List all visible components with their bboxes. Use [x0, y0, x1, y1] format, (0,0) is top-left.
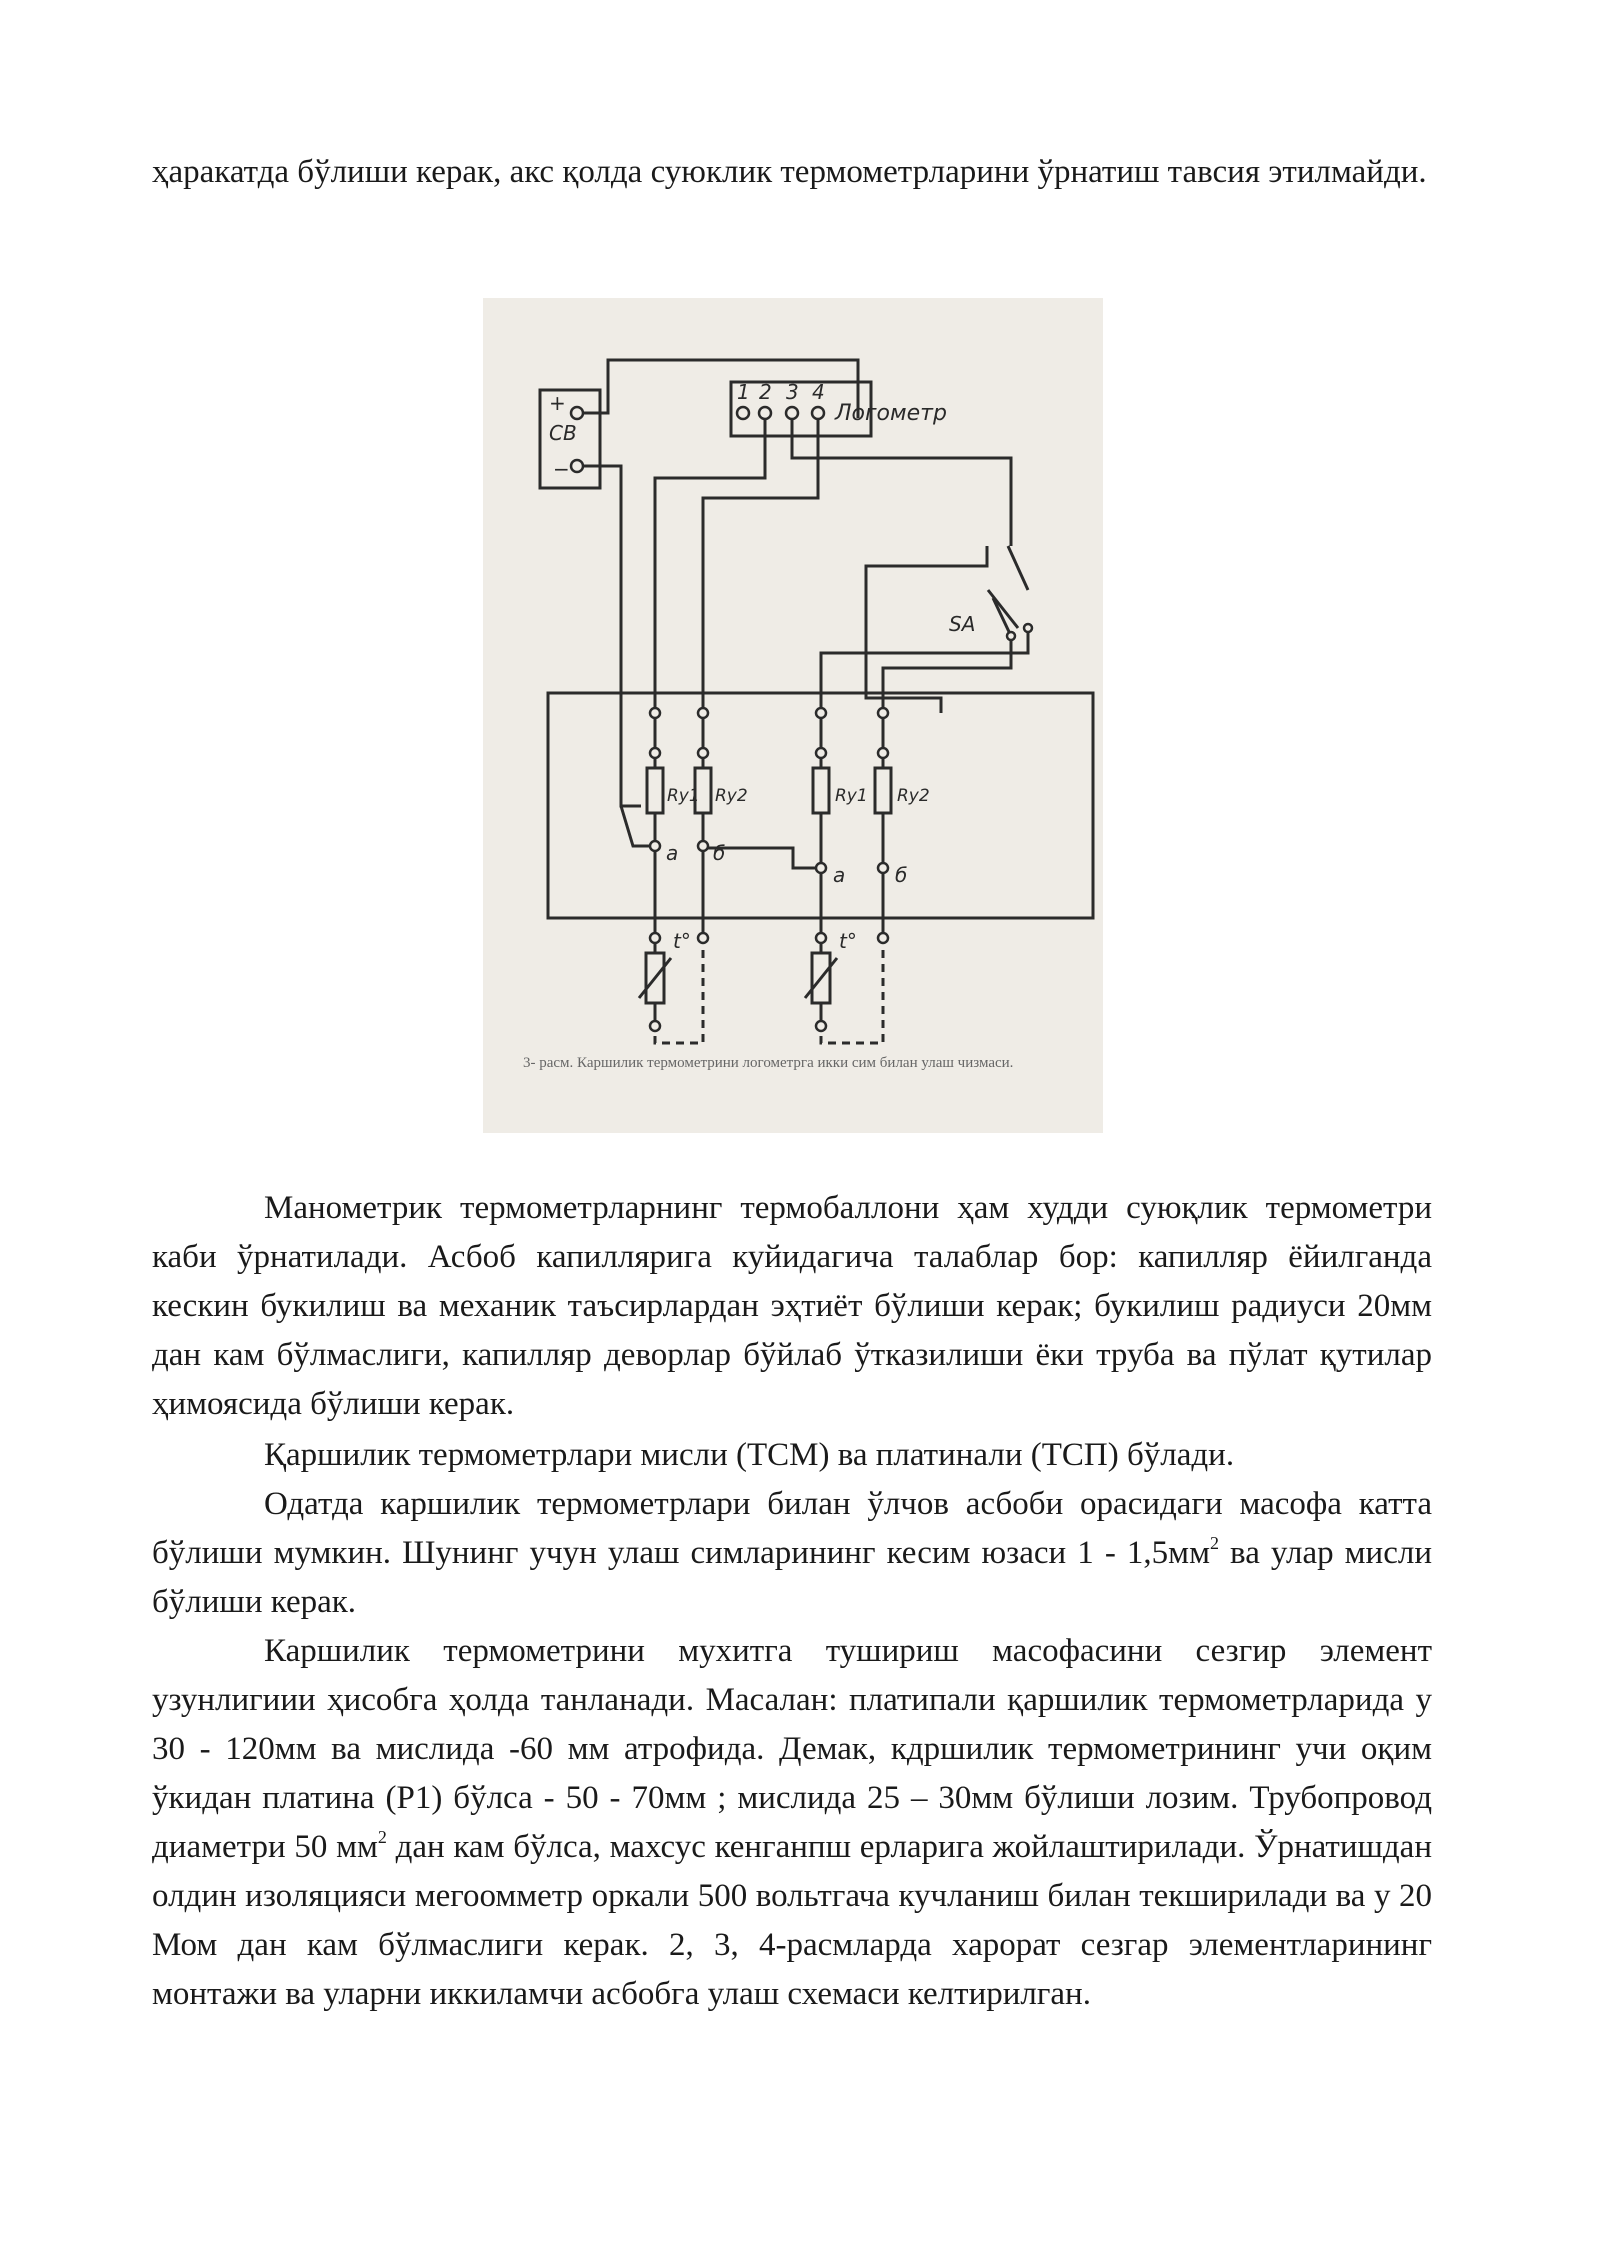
wire-distance-text: Одатда каршилик термометрлари билан ўлчов асбоби орасидаги масофа катта бўлиши мумкин. Шунинг учун улаш симларининг кесим юзаси 1 - 1,5мм [152, 1486, 1432, 1571]
sensor-left-label: t° [673, 929, 691, 953]
node-a-left-label: а [666, 841, 679, 865]
wire-distance-superscript: 2 [1209, 1533, 1219, 1553]
wire-distance-tail: ва улар мисли бўлиши керак. [152, 1535, 1432, 1620]
power-plus-label: + [549, 391, 566, 415]
resistor-ru1-left-label: Rу1 [667, 786, 700, 806]
wire-distance-paragraph [152, 1480, 1432, 1627]
logometer-label: Логометр [835, 401, 947, 426]
intro-paragraph: ҳаракатда бўлиши керак, акс қолда суюклик термометрларини ўрнатиш тавсия этилмайди. [152, 154, 1427, 190]
node-b-left-label: б [713, 841, 726, 865]
resistor-ru2-right-label: Rу2 [897, 786, 930, 806]
power-supply-label: СВ [549, 421, 577, 445]
wiring-diagram-figure [483, 298, 1103, 1133]
resistor-ru1-right-label: Rу1 [835, 786, 868, 806]
immersion-depth-text-1: Каршилик термометрини мухитга тушириш масофасини сезгир элемент узунлигиии ҳисобга ҳолда танланади. Масалан: платипали қаршилик термометрларида у 30 - 120мм ва мислида -60 мм атрофида. Демак, кдршилик термометрининг учи оқим ўкидан платина (Р1) бўлса - 50 - 70мм ; мислида 25 – 30мм бўлиши лозим. Трубопровод диаметри 50 мм [152, 1633, 1432, 1865]
resistor-ru2-left-label: Rу2 [715, 786, 748, 806]
power-minus-label: − [553, 457, 570, 481]
immersion-depth-paragraph [152, 1627, 1432, 2019]
figure-caption: 3- расм. Каршилик термометрини логометрга икки сим билан улаш чизмаси. [523, 1055, 1014, 1071]
switch-label: SA [949, 612, 976, 636]
terminal-4-label: 4 [812, 380, 825, 404]
immersion-depth-text-2: дан кам бўлса, махсус кенганпш ерларига жойлаштирилади. Ўрнатишдан олдин изоляцияси мегоомметр оркали 500 вольтгача кучланиш билан текширилади ва у 20 Мом дан кам бўлмаслиги керак. 2, 3, 4-расмларда харорат сезгар элементларининг монтажи ва уларни иккиламчи асбобга улаш схемаси келтирилган. [152, 1829, 1432, 2012]
node-b-right-label: б [895, 863, 908, 887]
terminal-2-label: 2 [759, 380, 772, 404]
immersion-depth-superscript: 2 [377, 1827, 387, 1847]
wiring-diagram [483, 298, 1103, 1133]
terminal-1-label: 1 [737, 380, 750, 404]
manometric-paragraph: Манометрик термометрларнинг термобаллони ҳам худди суюқлик термометри каби ўрнатилади. Асбоб капиллярига куйидагича талаблар бор: капилляр ёйилганда кескин букилиш ва механик таъсирлардан эҳтиёт бўлиши керак; букилиш радиуси 20мм дан кам бўлмаслиги, капилляр деворлар бўйлаб ўтказилиши ёки труба ва пўлат қутилар ҳимоясида бўлиши керак. [152, 1190, 1432, 1422]
terminal-3-label: 3 [786, 380, 799, 404]
sensor-right-label: t° [839, 929, 857, 953]
node-a-right-label: а [833, 863, 846, 887]
resistance-types-paragraph: Қаршилик термометрлари мисли (ТСМ) ва платинали (ТСП) бўлади. [264, 1437, 1235, 1473]
